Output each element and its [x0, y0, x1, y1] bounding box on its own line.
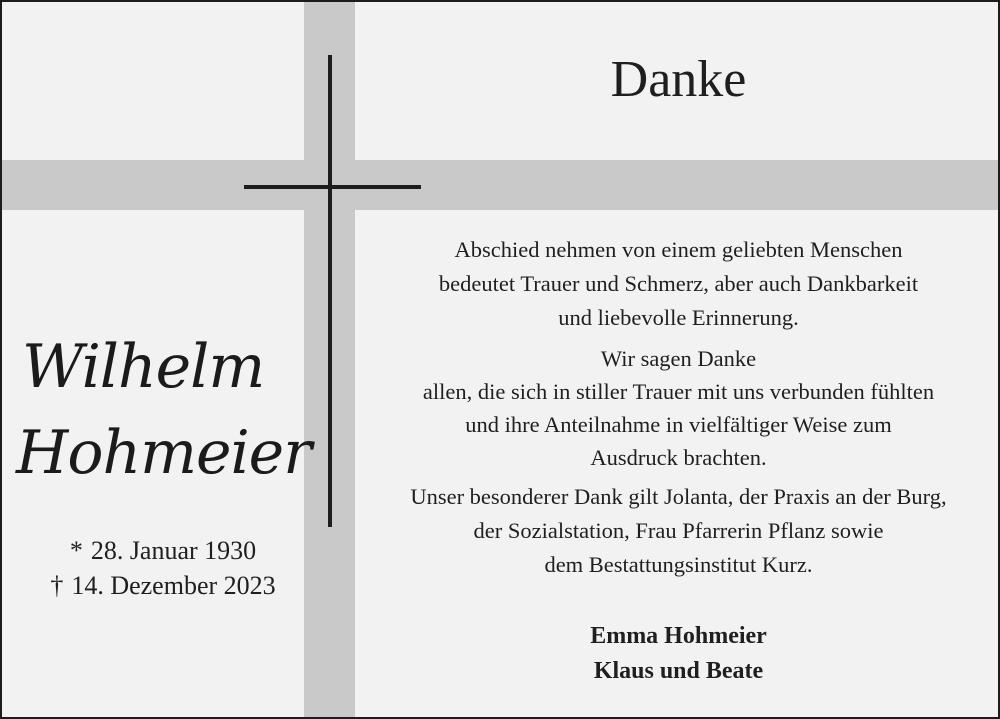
first-name: Wilhelm [22, 332, 265, 402]
signatory-name: Klaus und Beate [593, 658, 764, 684]
death-date-row [2, 568, 324, 603]
message-paragraph-1 [355, 233, 1000, 335]
cross-band-horizontal [2, 160, 1000, 210]
birth-date-row [2, 533, 324, 568]
signatory-name: Emma Hohmeier [590, 623, 767, 649]
death-date: 14. Dezember 2023 [71, 571, 276, 600]
message-paragraph-2 [355, 342, 1000, 474]
message-line: dem Bestattungsinstitut Kurz. [544, 552, 813, 577]
death-dagger-icon: † [50, 571, 64, 600]
signatories [355, 619, 1000, 689]
cross-icon-vertical-bar [328, 55, 332, 527]
message-line: Abschied nehmen von einem geliebten Menschen [454, 237, 903, 262]
message-line: und ihre Anteilnahme in vielfältiger Weise zum [465, 412, 892, 437]
last-name: Hohmeier [16, 418, 311, 488]
thank-you-message [355, 233, 1000, 582]
cross-icon-horizontal-bar [244, 185, 421, 189]
deceased-name [2, 327, 311, 493]
message-line: Wir sagen Danke [600, 346, 757, 371]
message-line: Ausdruck brachten. [590, 445, 767, 470]
message-line: Unser besonderer Dank gilt Jolanta, der Praxis an der Burg, [410, 484, 947, 509]
message-line: und liebevolle Erinnerung. [558, 305, 799, 330]
message-paragraph-3 [355, 480, 1000, 582]
message-line: der Sozialstation, Frau Pfarrerin Pflanz sowie [473, 518, 884, 543]
page-title: Danke [610, 51, 747, 108]
birth-star-icon: * [69, 536, 83, 565]
birth-date: 28. Januar 1930 [90, 536, 257, 565]
life-dates [2, 533, 324, 603]
message-line: allen, die sich in stiller Trauer mit uns verbunden fühlten [422, 379, 935, 404]
message-line: bedeutet Trauer und Schmerz, aber auch Dankbarkeit [438, 271, 919, 296]
